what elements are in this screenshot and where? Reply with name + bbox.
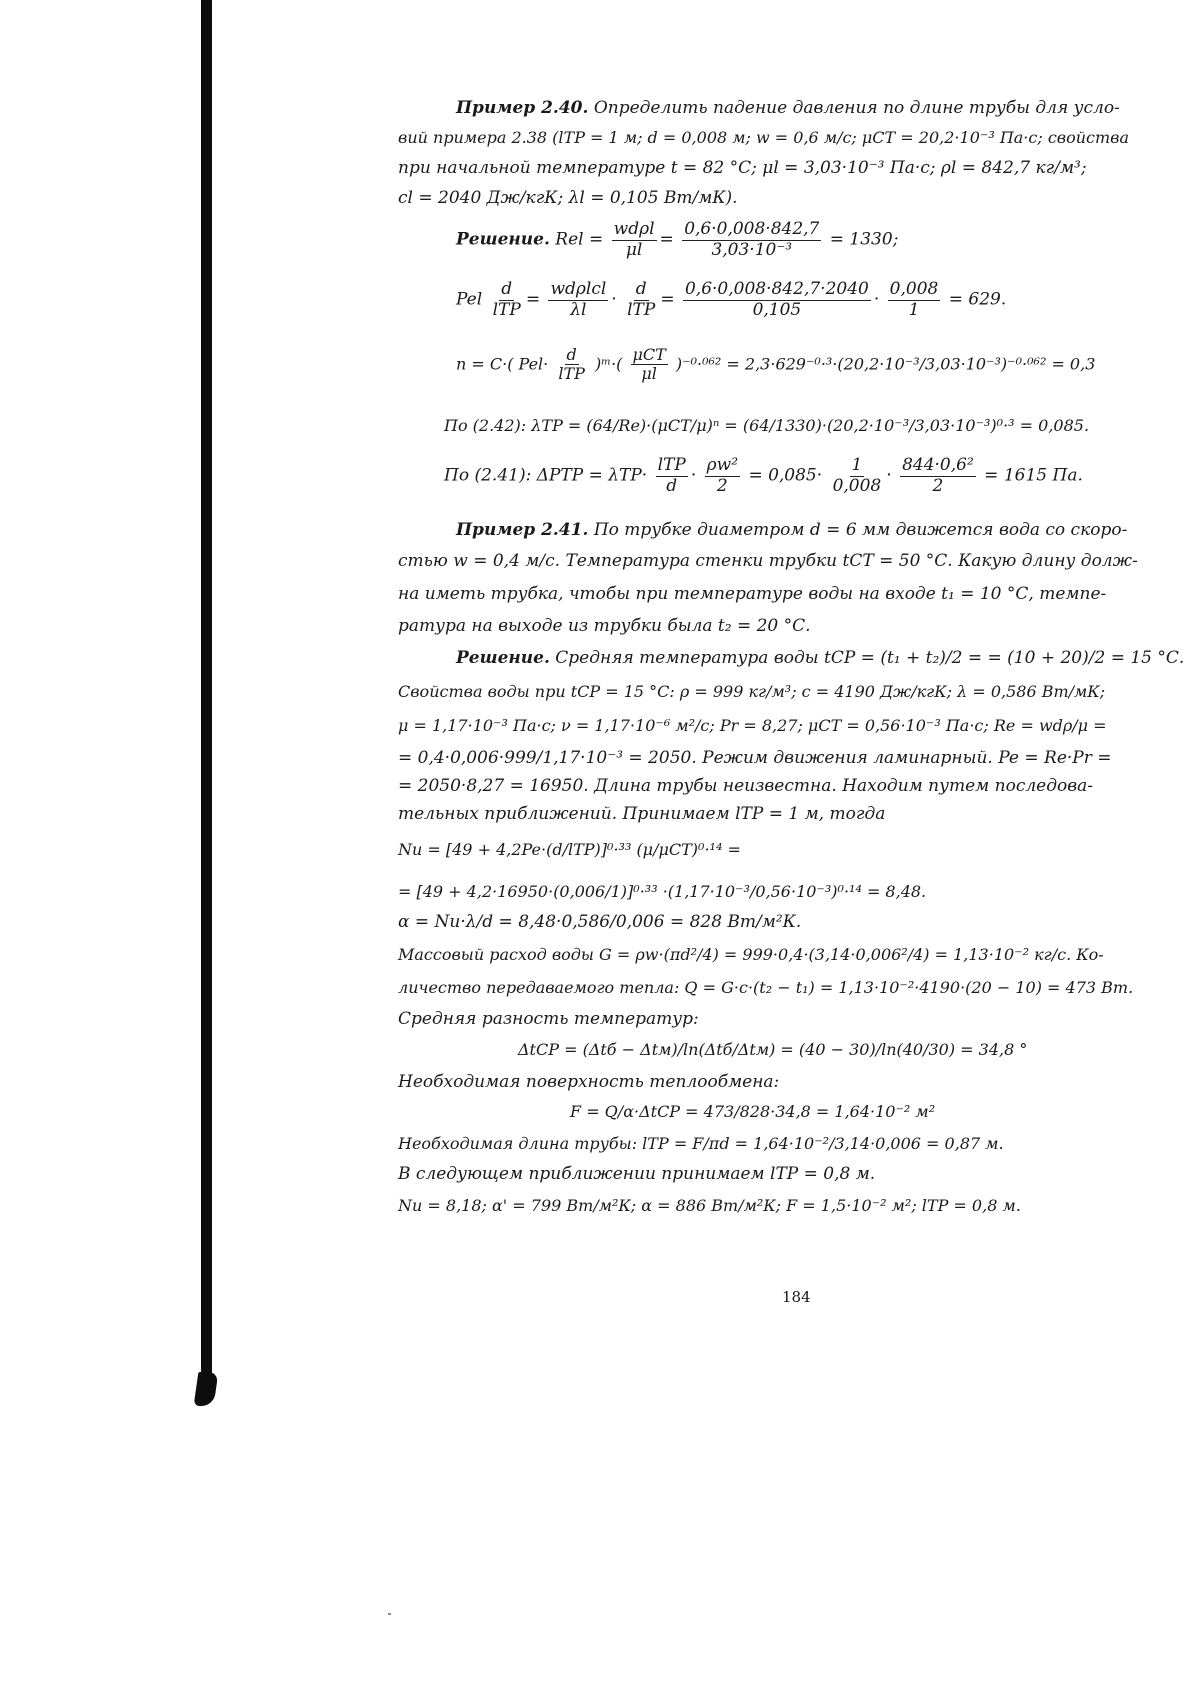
solution-2-41-heat: личество передаваемого тепла: Q = G·c·(t₂ − t₁) = 1,13·10⁻²·4190·(20 − 10) = 473 Вт.	[398, 978, 1134, 997]
binding-shadow	[201, 0, 212, 1400]
example-2-41-line-3: на иметь трубка, чтобы при температуре воды на входе t₁ = 10 °С, темпе-	[398, 584, 1107, 604]
fraction: $\frac{\text{wdρl}}{\mu l}$	[613, 219, 655, 260]
solution-2-40-n: n = C·( Pel· $\frac{d}{\text{lТР}}$ )ᵐ·( $\frac{\text{μСТ}}{\mu l}$ )⁻⁰·⁰⁶² = 2,3·629⁻⁰·³·(20,2·10⁻³/3,03·10⁻³)⁻⁰·⁰⁶² = 0,3	[456, 345, 1096, 384]
example-2-40-line-3: при начальной температуре t = 82 °С; μl = 3,03·10⁻³ Па·с; ρl = 842,7 кг/м³;	[398, 158, 1087, 178]
solution-2-41-heading: Решение.	[456, 648, 550, 668]
solution-2-41-mean-dt: ΔtСР = (Δtб − Δtм)/ln(Δtб/Δtм) = (40 − 30)/ln(40/30) = 34,8 °	[518, 1040, 1028, 1059]
solution-2-40-pressure-drop: По (2.41): ΔPТР = λТР· $\frac{\text{lТР}}{d}$ · $\frac{\text{ρw²}}{2}$ = 0,085· $\frac{1}{0,008}$ · $\frac{\text{844·0,6²}}{2}$ = 1615 Па.	[444, 455, 1083, 496]
solution-2-40-lambda: По (2.42): λТР = (64/Re)·(μСТ/μ)ⁿ = (64/1330)·(20,2·10⁻³/3,03·10⁻³)⁰·³ = 0,085.	[444, 416, 1090, 435]
example-2-41-line-2: стью w = 0,4 м/с. Температура стенки трубки tСТ = 50 °С. Какую длину долж-	[398, 551, 1138, 571]
example-2-40-line-1: Пример 2.40. Определить падение давления по длине трубы для усло-	[456, 98, 1120, 118]
solution-2-41-next-approx: В следующем приближении принимаем lТР = 0,8 м.	[398, 1164, 876, 1184]
solution-2-41-line-6: тельных приближений. Принимаем lТР = 1 м, тогда	[398, 804, 886, 824]
example-2-40-line-2: вий примера 2.38 (lТР = 1 м; d = 0,008 м; w = 0,6 м/с; μСТ = 20,2·10⁻³ Па·с; свойства	[398, 128, 1130, 147]
fraction: $\frac{0,6\cdot 0,008\cdot 842,7}{\text{3,03·10⁻³}}$	[684, 219, 820, 260]
solution-2-41-result: Nu = 8,18; α' = 799 Вт/м²К; α = 886 Вт/м²К; F = 1,5·10⁻² м²; lТР = 0,8 м.	[398, 1196, 1021, 1215]
solution-2-41-length: Необходимая длина трубы: lТР = F/πd = 1,64·10⁻²/3,14·0,006 = 0,87 м.	[398, 1134, 1004, 1153]
solution-2-41-alpha: α = Nu·λ/d = 8,48·0,586/0,006 = 828 Вт/м²К.	[398, 912, 802, 932]
solution-2-41-mass-flow: Массовый расход воды G = ρw·(πd²/4) = 999·0,4·(3,14·0,006²/4) = 1,13·10⁻² кг/с. Ко-	[398, 945, 1104, 964]
solution-2-41-line-3: μ = 1,17·10⁻³ Па·с; ν = 1,17·10⁻⁶ м²/с; Pr = 8,27; μСТ = 0,56·10⁻³ Па·с; Re = wdρ/μ =	[398, 716, 1107, 735]
solution-2-41-mean-dt-label: Средняя разность температур:	[398, 1009, 699, 1029]
solution-2-41-area: F = Q/α·ΔtСР = 473/828·34,8 = 1,64·10⁻² м²	[570, 1102, 936, 1121]
solution-2-41-line-2: Свойства воды при tСР = 15 °С: ρ = 999 кг/м³; c = 4190 Дж/кгК; λ = 0,586 Вт/мК;	[398, 682, 1106, 701]
example-2-40-heading: Пример 2.40.	[456, 98, 589, 118]
solution-2-41-line-1: Решение. Средняя температура воды tСР = (t₁ + t₂)/2 = = (10 + 20)/2 = 15 °С.	[456, 648, 1185, 668]
example-2-41-heading: Пример 2.41.	[456, 520, 589, 540]
solution-2-40-re: Решение. Rel = $\frac{\text{wdρl}}{\mu l}$ = $\frac{0,6\cdot 0,008\cdot 842,7}{\text{3,03·10⁻³}}$ = 1330;	[456, 219, 899, 260]
solution-2-41-area-label: Необходимая поверхность теплообмена:	[398, 1072, 780, 1092]
solution-2-41-nu-value: = [49 + 4,2·16950·(0,006/1)]⁰·³³ ·(1,17·10⁻³/0,56·10⁻³)⁰·¹⁴ = 8,48.	[398, 882, 927, 901]
example-2-41-line-4: ратура на выходе из трубки была t₂ = 20 °С.	[398, 616, 811, 636]
solution-2-40-heading: Решение.	[456, 229, 550, 250]
binding-shadow-end	[194, 1372, 219, 1406]
scan-speck	[388, 1613, 391, 1615]
solution-2-41-line-4: = 0,4·0,006·999/1,17·10⁻³ = 2050. Режим движения ламинарный. Pe = Re·Pr =	[398, 748, 1112, 768]
solution-2-41-line-5: = 2050·8,27 = 16950. Длина трубы неизвестна. Находим путем последова-	[398, 776, 1094, 796]
page-number: 184	[782, 1288, 811, 1306]
solution-2-41-nu-formula: Nu = [49 + 4,2Pe·(d/lТР)]⁰·³³ (μ/μСТ)⁰·¹⁴ =	[398, 840, 741, 859]
example-2-40-line-4: cl = 2040 Дж/кгК; λl = 0,105 Вт/мК).	[398, 188, 738, 208]
example-2-41-line-1: Пример 2.41. По трубке диаметром d = 6 мм движется вода со скоро-	[456, 520, 1128, 540]
solution-2-40-pe: Pel $\frac{d}{\text{lТР}}$ = $\frac{\text{wdρlcl}}{\lambda l}$ · $\frac{d}{\text{lТР}}$ = $\frac{0,6\cdot 0,008\cdot 842,7\cdot 2040}{0,105}$ · $\frac{0,008}{1}$ = 629.	[456, 279, 1007, 320]
